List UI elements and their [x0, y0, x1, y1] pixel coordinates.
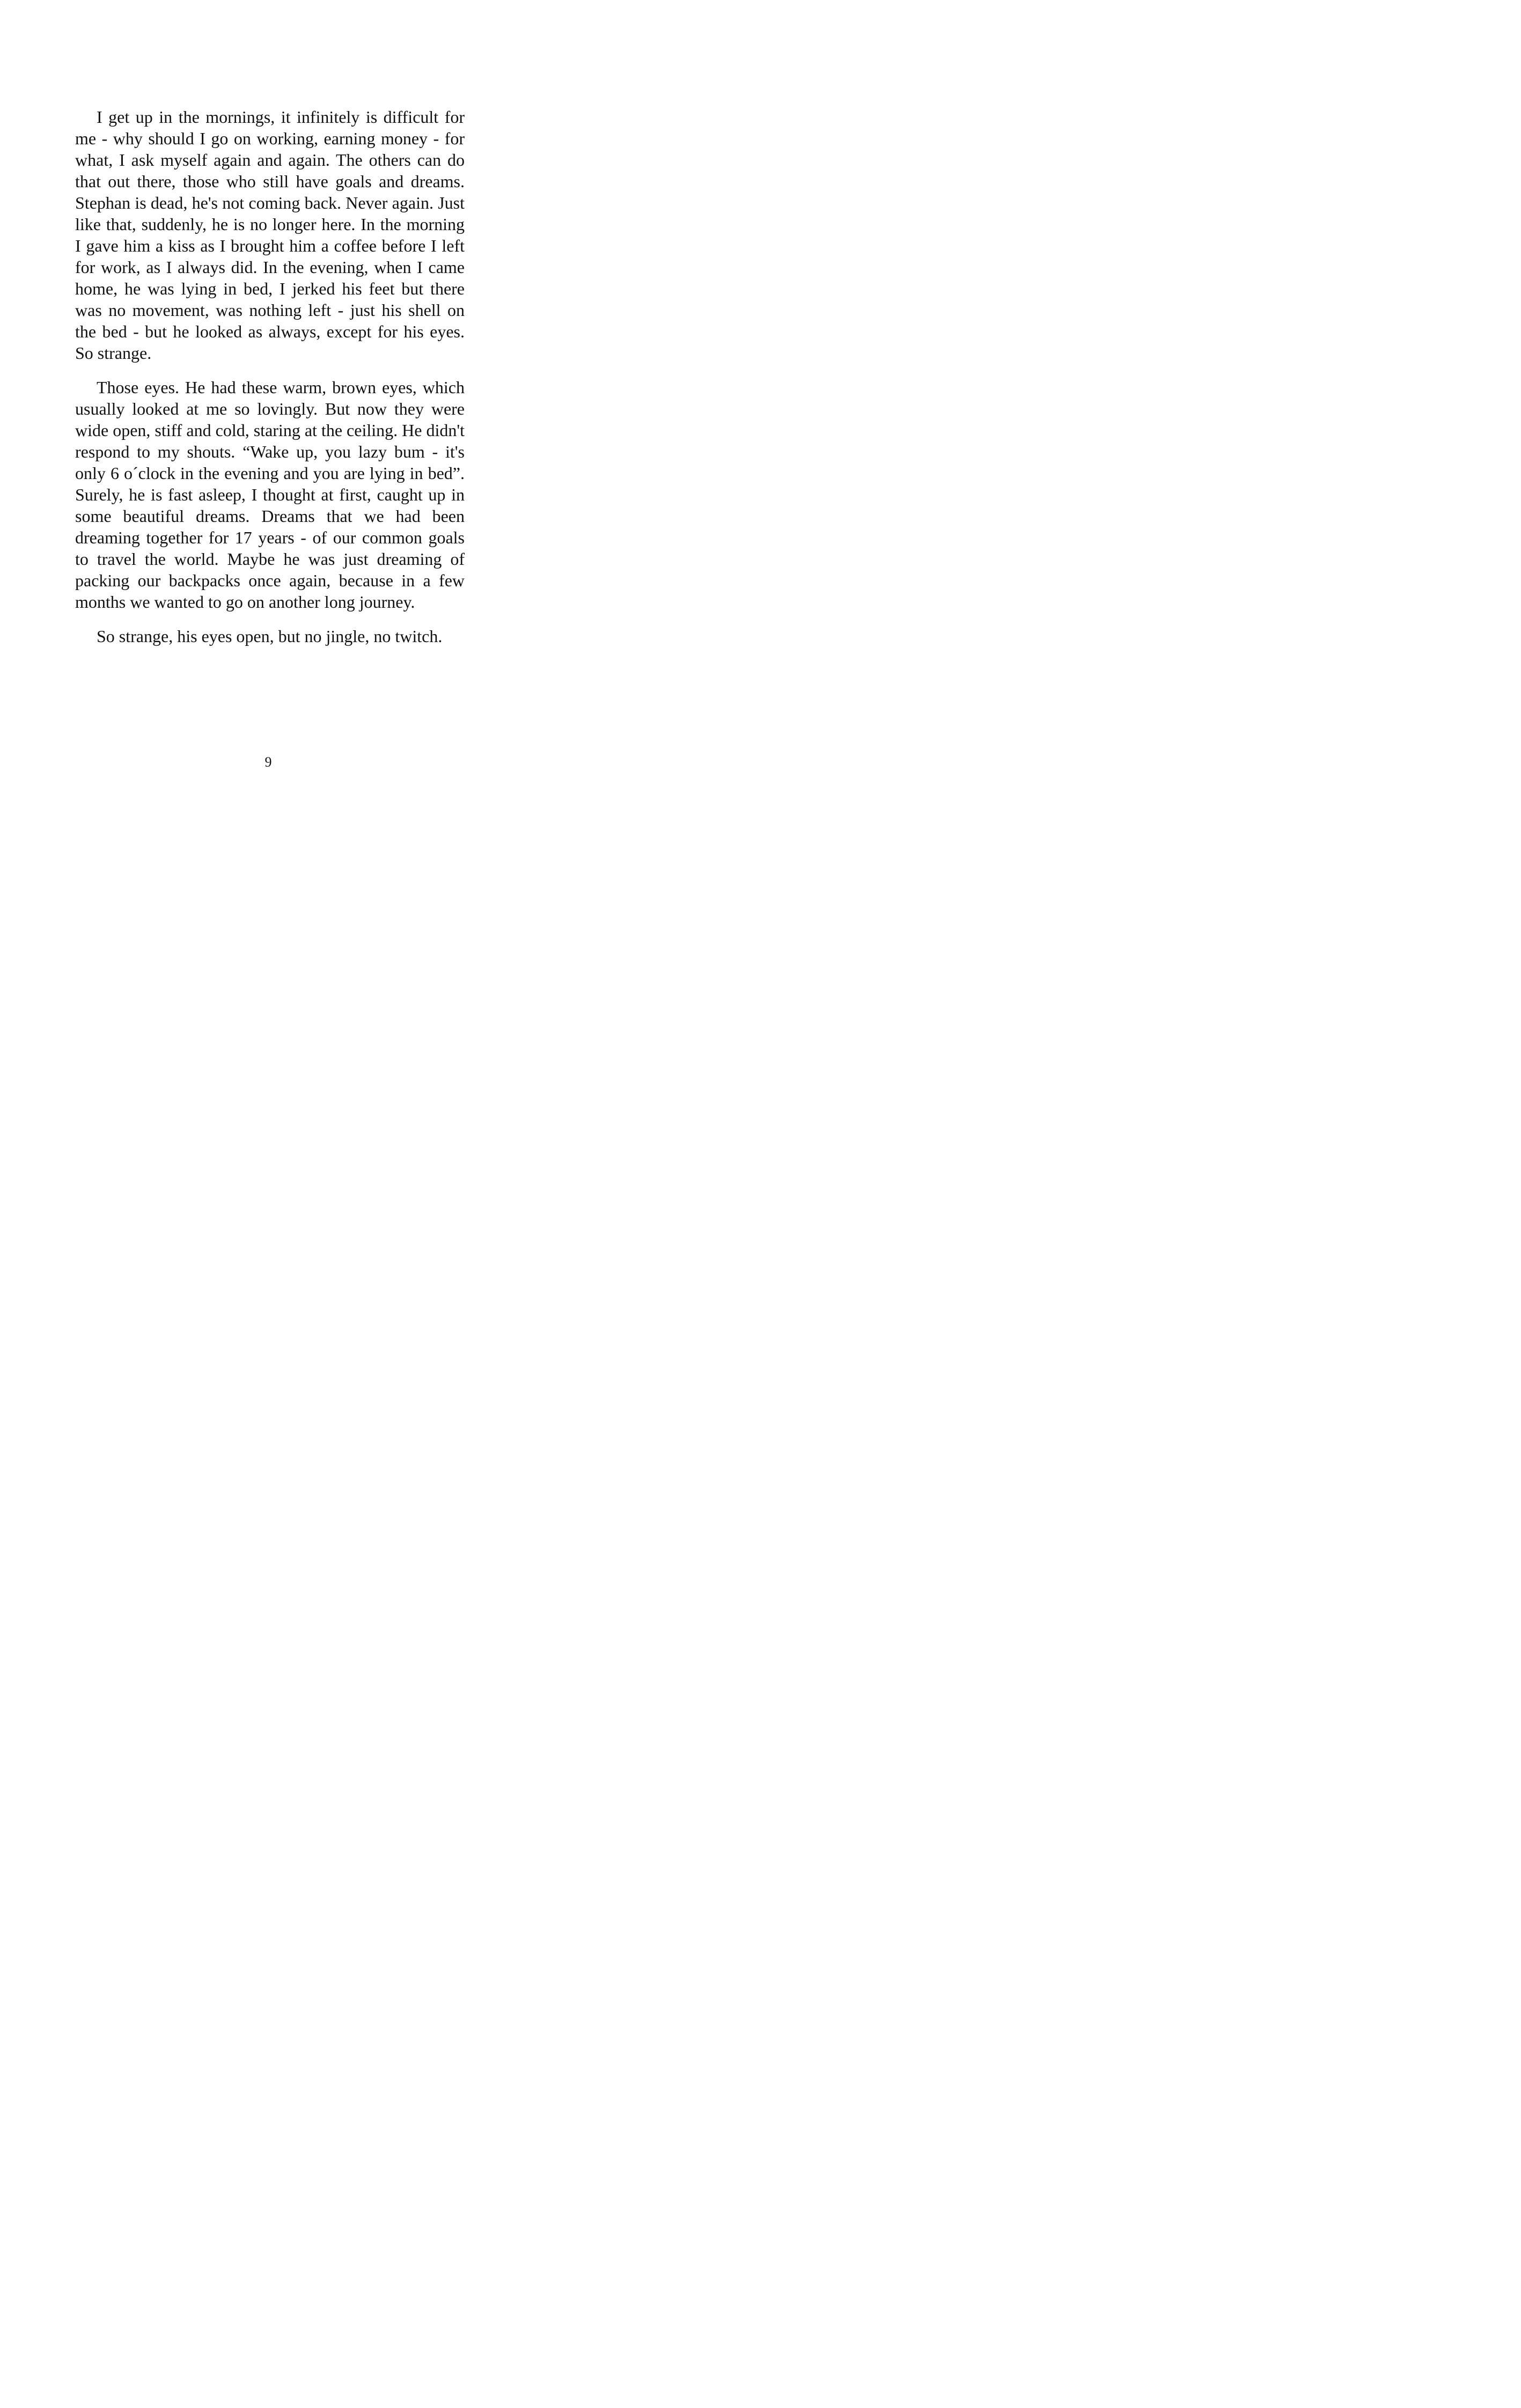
book-page [0, 0, 537, 849]
paragraph-3: So strange, his eyes open, but no jingle, no twitch. [97, 627, 443, 646]
paragraph-2: Those eyes. He had these warm, brown eyes, which usually looked at me so lovingly. But now they were wide open, stiff and cold, staring at the ceiling. He didn't respond to my shouts. “Wake up, you lazy bum - it's only 6 o´clock in the evening and you are lying in bed”. Surely, he is fast asleep, I thought at first, caught up in some beautiful dreams. Dreams that we had been dreaming together for 17 years - of our common goals to travel the world. Maybe he was just dreaming of packing our backpacks once again, because in a few months we wanted to go on another long journey. [75, 378, 465, 612]
page-number: 9 [264, 754, 272, 770]
body-text [75, 106, 465, 660]
paragraph-1: I get up in the mornings, it infinitely is difficult for me - why should I go on working, earning money - for what, I ask myself again and again. The others can do that out there, those who still have goals and dreams. Stephan is dead, he's not coming back. Never again. Just like that, suddenly, he is no longer here. In the morning I gave him a kiss as I brought him a coffee before I left for work, as I always did. In the evening, when I came home, he was lying in bed, I jerked his feet but there was no movement, was nothing left - just his shell on the bed - but he looked as always, except for his eyes. So strange. [75, 107, 465, 363]
